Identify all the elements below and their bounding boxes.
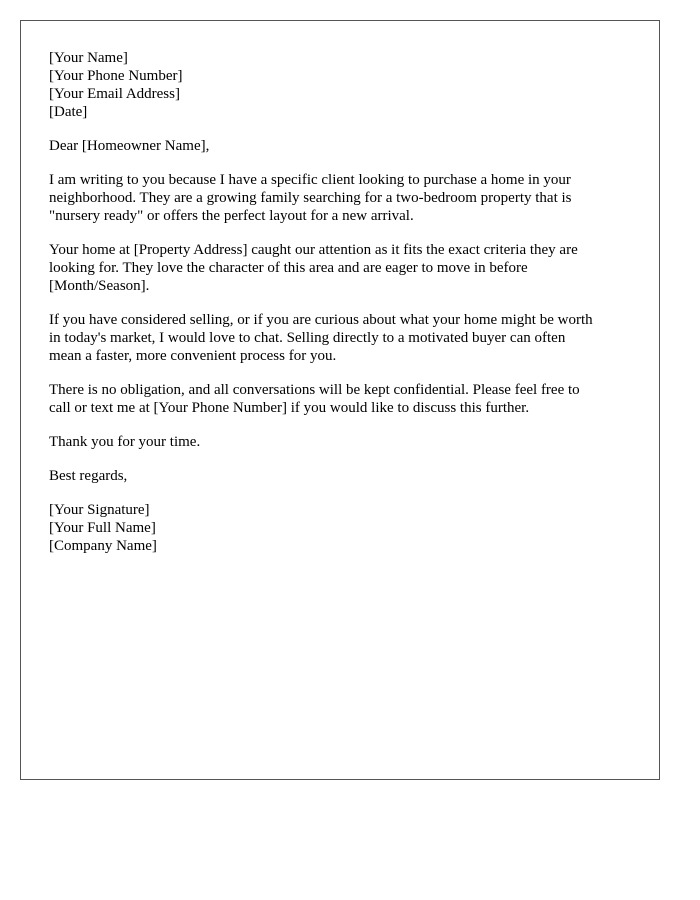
- paragraph-line: "nursery ready" or offers the perfect layout for a new arrival.: [49, 208, 414, 224]
- paragraph-line: [Month/Season].: [49, 278, 150, 294]
- paragraph-line: call or text me at [Your Phone Number] if you would like to discuss this further.: [49, 400, 530, 416]
- letter-page: [20, 20, 660, 780]
- body-paragraph-2: [49, 241, 639, 295]
- paragraph-line: neighborhood. They are a growing family searching for a two-bedroom property that is: [49, 190, 572, 206]
- salutation: [49, 137, 639, 155]
- body-paragraph-3: [49, 311, 639, 365]
- paragraph-line: mean a faster, more convenient process for you.: [49, 348, 337, 364]
- sender-email: [Your Email Address]: [49, 86, 180, 102]
- paragraph-line: I am writing to you because I have a specific client looking to purchase a home in your: [49, 172, 571, 188]
- signature-placeholder: [Your Signature]: [49, 502, 150, 518]
- paragraph-line: looking for. They love the character of this area and are eager to move in before: [49, 260, 528, 276]
- sender-phone: [Your Phone Number]: [49, 68, 183, 84]
- paragraph-line: in today's market, I would love to chat. Selling directly to a motivated buyer can often: [49, 330, 566, 346]
- full-name-placeholder: [Your Full Name]: [49, 520, 156, 536]
- paragraph-line: If you have considered selling, or if you are curious about what your home might be worth: [49, 312, 593, 328]
- body-paragraph-1: [49, 171, 639, 225]
- thanks-text: Thank you for your time.: [49, 434, 201, 450]
- thanks-line: [49, 433, 639, 451]
- closing-text: Best regards,: [49, 468, 128, 484]
- closing-line: [49, 467, 639, 485]
- paragraph-line: There is no obligation, and all conversations will be kept confidential. Please feel free to: [49, 382, 580, 398]
- paragraph-line: Your home at [Property Address] caught our attention as it fits the exact criteria they are: [49, 242, 578, 258]
- sender-block: [49, 49, 639, 121]
- letter-date: [Date]: [49, 104, 88, 120]
- body-paragraph-4: [49, 381, 639, 417]
- letter-content: [49, 49, 639, 571]
- signature-block: [49, 501, 639, 555]
- company-name-placeholder: [Company Name]: [49, 538, 157, 554]
- salutation-text: Dear [Homeowner Name],: [49, 138, 210, 154]
- sender-name: [Your Name]: [49, 50, 128, 66]
